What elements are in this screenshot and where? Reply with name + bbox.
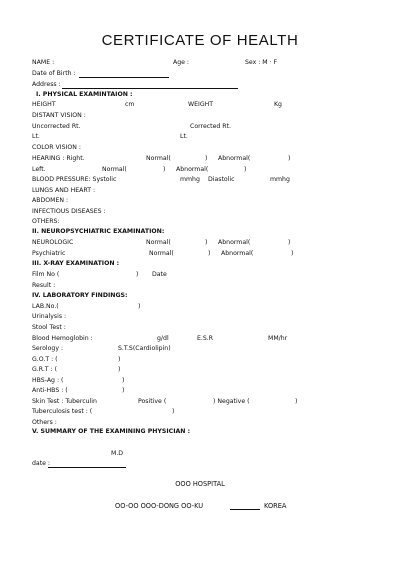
psychiatric-normal-close: ) xyxy=(208,250,211,257)
tuberculosis-label: Tuberculosis test : ( xyxy=(32,408,93,415)
xray-result-label: Result : xyxy=(32,282,56,289)
section-laboratory: IV. LABORATORY FINDINGS: xyxy=(32,292,128,299)
hospital-address: OO-OO OOO-DONG OO-KU xyxy=(115,502,204,510)
hearing-left-normal: Normal( xyxy=(102,166,127,173)
lab-no-label: LAB.No.( xyxy=(32,303,59,310)
hearing-right-normal: Normal( xyxy=(146,155,171,162)
psychiatric-label: Psychiatric xyxy=(32,250,66,257)
lt-uncorrected-label: Lt. xyxy=(32,133,40,140)
skin-negative: ) Negative ( xyxy=(213,398,250,405)
distant-vision-label: DISTANT VISION : xyxy=(32,112,86,119)
hbsag-label: HBS-Ag : ( xyxy=(32,377,64,384)
dob-line xyxy=(79,77,169,78)
hearing-left-normal-close: ) xyxy=(163,166,166,173)
diastolic-unit: mmhg xyxy=(270,176,290,183)
film-no-label: Film No ( xyxy=(32,271,60,278)
kg-unit: Kg xyxy=(274,101,282,108)
neurologic-label: NEUROLOGIC xyxy=(32,239,74,246)
hemoglobin-label: Blood Hemoglobin : xyxy=(32,335,93,342)
tuberculosis-close: ) xyxy=(172,408,175,415)
weight-label: WEIGHT xyxy=(188,101,214,108)
diastolic-label: Diastolic xyxy=(208,176,235,183)
serology-label: Serology : xyxy=(32,345,64,352)
cm-unit: cm xyxy=(125,101,135,108)
hearing-right-normal-close: ) xyxy=(205,155,208,162)
psychiatric-normal: Normal( xyxy=(149,250,174,257)
psychiatric-abnormal: Abnormal( xyxy=(221,250,254,257)
hearing-right-label: HEARING : Right. xyxy=(32,155,85,162)
hospital-name: OOO HOSPITAL xyxy=(175,480,225,488)
neurologic-abnormal-close: ) xyxy=(288,239,291,246)
corrected-label: Corrected Rt. xyxy=(190,123,231,130)
urinalysis-label: Urinalysis : xyxy=(32,313,67,320)
neurologic-normal: Normal( xyxy=(146,239,171,246)
hemoglobin-unit: g/dl xyxy=(157,335,169,342)
address-label: Address : xyxy=(32,81,61,88)
skin-positive: Positive ( xyxy=(138,398,167,405)
grt-close: ) xyxy=(118,366,121,373)
hbsag-close: ) xyxy=(122,377,125,384)
esr-label: E.S.R xyxy=(197,335,214,342)
md-label: M.D xyxy=(111,450,124,457)
hearing-left-abnormal: Abnormal( xyxy=(176,166,209,173)
infectious-label: INFECTIOUS DISEASES : xyxy=(32,208,106,215)
neurologic-normal-close: ) xyxy=(205,239,208,246)
section-summary: V. SUMMARY OF THE EXAMINING PHYSICIAN : xyxy=(32,428,191,435)
name-label: NAME : xyxy=(32,59,55,66)
got-close: ) xyxy=(118,356,121,363)
lungs-heart-label: LUNGS AND HEART : xyxy=(32,187,96,194)
section-xray: III. X-RAY EXAMINATION : xyxy=(32,260,120,267)
sex-label: Sex : M · F xyxy=(245,59,278,66)
sts-label: S.T.S(Cardiolipin) xyxy=(118,345,171,352)
uncorrected-label: Uncorrected Rt. xyxy=(32,123,81,130)
document-title: CERTIFICATE OF HEALTH xyxy=(101,32,299,49)
date-label: date : xyxy=(32,460,51,467)
section-neuropsychiatric: II. NEUROPSYCHIATRIC EXAMINATION: xyxy=(32,228,165,235)
country-label: KOREA xyxy=(264,502,287,510)
hearing-right-abnormal-close: ) xyxy=(288,155,291,162)
height-label: HEIGHT xyxy=(32,101,56,108)
hearing-left-abnormal-close: ) xyxy=(244,166,247,173)
neurologic-abnormal: Abnormal( xyxy=(218,239,251,246)
lab-others-label: Others : xyxy=(32,419,57,426)
stool-test-label: Stool Test : xyxy=(32,324,66,331)
address-line xyxy=(62,88,238,89)
others-label: OTHERS: xyxy=(32,218,60,225)
systolic-unit: mmhg xyxy=(180,176,200,183)
psychiatric-abnormal-close: ) xyxy=(291,250,294,257)
xray-date-label: Date xyxy=(152,271,167,278)
lt-corrected-label: Lt. xyxy=(180,133,188,140)
antihbs-close: ) xyxy=(122,387,125,394)
color-vision-label: COLOR VISION : xyxy=(32,144,81,151)
address-blank-line xyxy=(230,509,260,510)
hearing-left-label: Left. xyxy=(32,166,46,173)
skin-negative-close: ) xyxy=(295,398,298,405)
film-no-close: ) xyxy=(136,271,139,278)
age-label: Age : xyxy=(173,59,190,66)
esr-unit: MM/hr xyxy=(268,335,288,342)
lab-no-close: ) xyxy=(138,303,141,310)
bp-systolic-label: BLOOD PRESSURE: Systolic xyxy=(32,176,117,183)
date-line xyxy=(48,467,126,468)
skin-test-label: Skin Test : Tuberculin xyxy=(32,398,97,405)
hearing-right-abnormal: Abnormal( xyxy=(218,155,251,162)
dob-label: Date of Birth : xyxy=(32,70,76,77)
grt-label: G.R.T : ( xyxy=(32,366,58,373)
antihbs-label: Anti-HBS : ( xyxy=(32,387,68,394)
section-physical: I. PHYSICAL EXAMINTAION : xyxy=(36,91,133,98)
abdomen-label: ABDOMEN : xyxy=(32,197,69,204)
got-label: G.O.T : ( xyxy=(32,356,58,363)
